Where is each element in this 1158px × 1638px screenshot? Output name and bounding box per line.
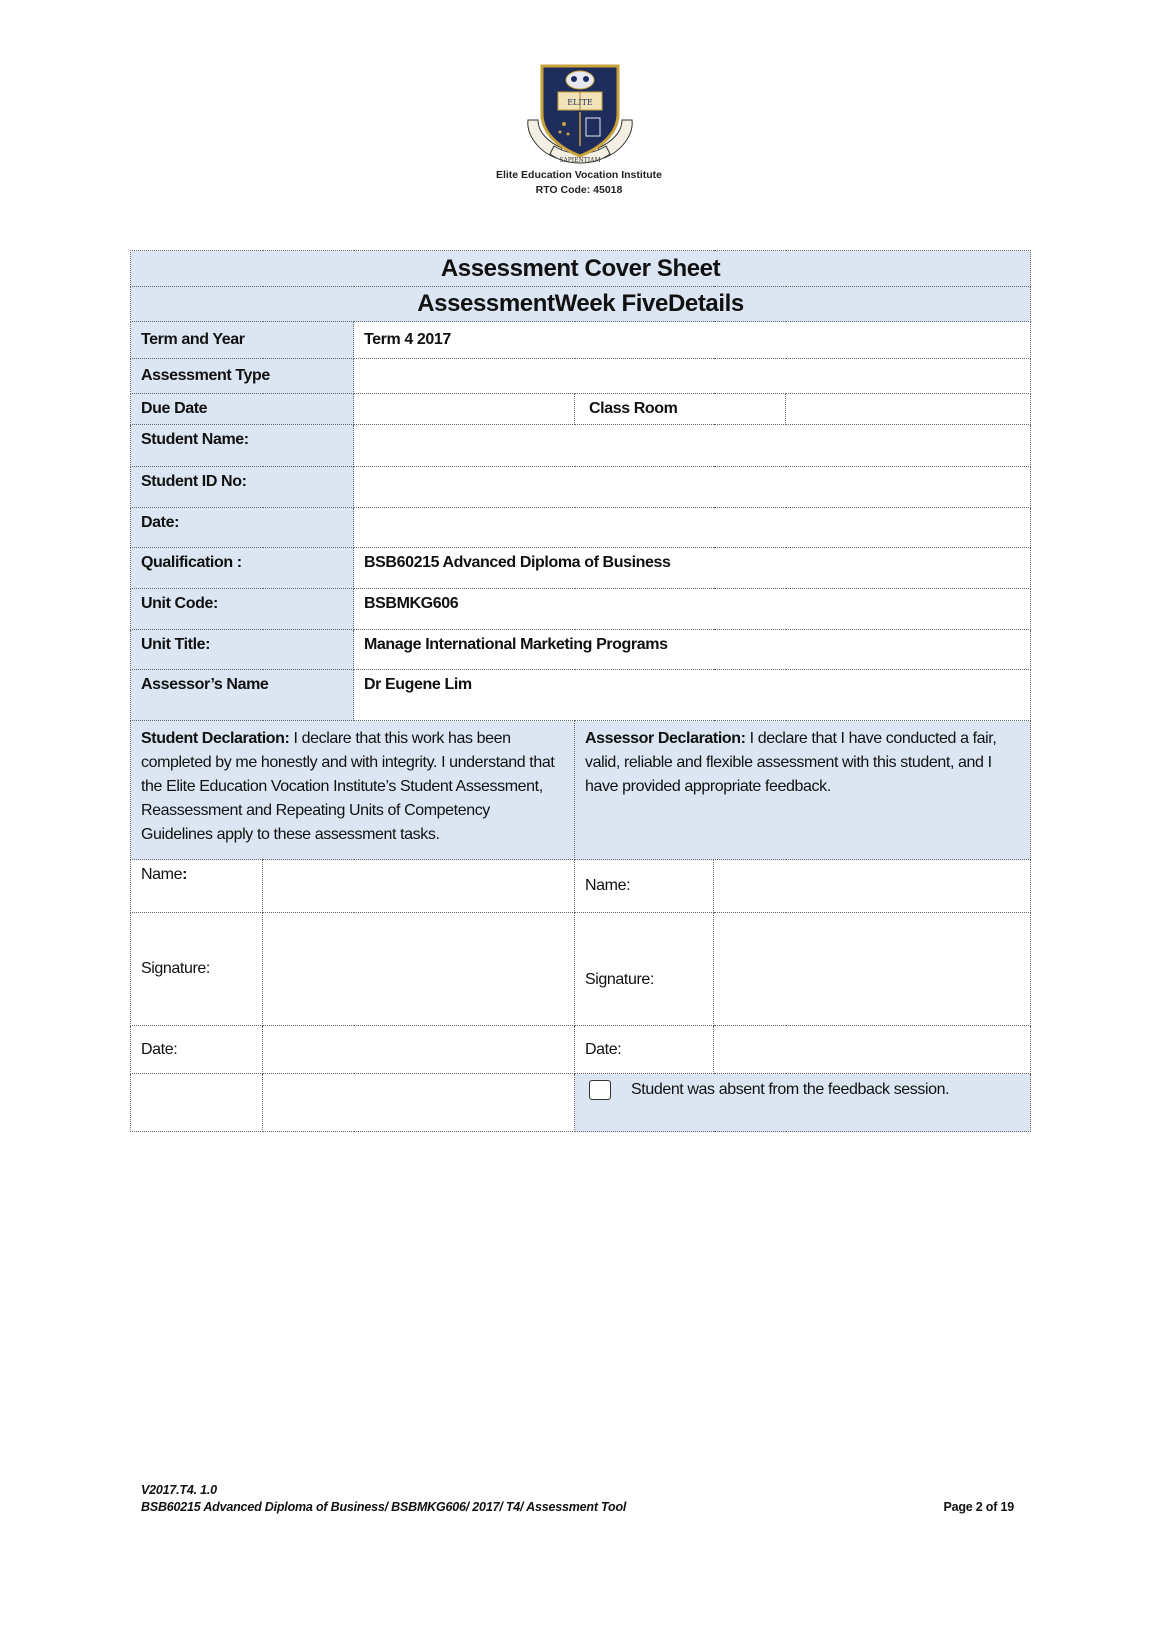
- term-year-label: Term and Year: [131, 322, 354, 359]
- class-room-label: Class Room: [575, 394, 786, 425]
- assessment-type-field[interactable]: [354, 359, 1031, 394]
- assessor-name-sign-field[interactable]: [714, 860, 1031, 913]
- student-declaration-heading: Student Declaration:: [141, 730, 290, 747]
- assessor-sign-date-field[interactable]: [714, 1026, 1031, 1074]
- institute-crest-logo: [522, 62, 638, 174]
- student-name-label: Student Name:: [131, 425, 354, 467]
- term-year-value[interactable]: Term 4 2017: [354, 322, 1031, 359]
- student-name-field[interactable]: [354, 425, 1031, 467]
- student-sign-date-field[interactable]: [263, 1026, 575, 1074]
- qualification-label: Qualification :: [131, 548, 354, 589]
- qualification-value: BSB60215 Advanced Diploma of Business: [354, 548, 1031, 589]
- student-name-sign-field[interactable]: [263, 860, 575, 913]
- assessor-name-sign-label: Name:: [575, 860, 714, 913]
- assessor-declaration-heading: Assessor Declaration:: [585, 730, 746, 747]
- assessor-declaration: [575, 721, 1031, 860]
- assessor-declaration-text: I declare that I have conducted a fair, valid, reliable and flexible assessment with this student, and I have provided appropriate feedback.: [585, 730, 997, 795]
- student-signature-label: Signature:: [131, 913, 263, 1026]
- unit-title-label: Unit Title:: [131, 630, 354, 670]
- assessment-cover-sheet: [130, 250, 1031, 1132]
- absent-feedback-row: [575, 1074, 1031, 1132]
- class-room-field[interactable]: [786, 394, 1031, 425]
- unit-code-value: BSBMKG606: [354, 589, 1031, 630]
- assessor-name-value: Dr Eugene Lim: [354, 670, 1031, 721]
- sheet-subtitle: AssessmentWeek FiveDetails: [131, 287, 1031, 322]
- unit-title-value: Manage International Marketing Programs: [354, 630, 1031, 670]
- assessor-sign-date-label: Date:: [575, 1026, 714, 1074]
- unit-code-label: Unit Code:: [131, 589, 354, 630]
- student-id-label: Student ID No:: [131, 467, 354, 508]
- assessment-type-label: Assessment Type: [131, 359, 354, 394]
- student-declaration-text: I declare that this work has been completed by me honestly and with integrity. I understand that the Elite Education Vocation Institute’s Student Assessment, Reassessment and Repeating Units of Competency Guidelines apply to these assessment tasks.: [141, 730, 555, 843]
- student-sign-date-label: Date:: [131, 1026, 263, 1074]
- assessor-name-label: Assessor’s Name: [131, 670, 354, 721]
- date-label: Date:: [131, 508, 354, 548]
- svg-text:ELITE: ELITE: [567, 98, 593, 107]
- assessor-signature-field[interactable]: [714, 913, 1031, 1026]
- absent-feedback-text: Student was absent from the feedback session.: [631, 1081, 950, 1099]
- footer-version: V2017.T4. 1.0: [141, 1483, 217, 1497]
- empty-cell: [131, 1074, 263, 1132]
- svg-text:SAPIENTIAM: SAPIENTIAM: [559, 157, 601, 164]
- institute-name: Elite Education Vocation Institute: [495, 169, 663, 181]
- student-signature-field[interactable]: [263, 913, 575, 1026]
- absent-checkbox[interactable]: [589, 1080, 611, 1100]
- student-declaration: [131, 721, 575, 860]
- sheet-title: Assessment Cover Sheet: [131, 251, 1031, 287]
- assessor-signature-label: Signature:: [575, 913, 714, 1026]
- empty-cell: [263, 1074, 575, 1132]
- rto-code: RTO Code: 45018: [535, 184, 623, 196]
- footer-doc-ref: BSB60215 Advanced Diploma of Business/ BSBMKG606/ 2017/ T4/ Assessment Tool: [141, 1500, 627, 1514]
- date-field[interactable]: [354, 508, 1031, 548]
- due-date-field[interactable]: [354, 394, 575, 425]
- due-date-label: Due Date: [131, 394, 354, 425]
- page-number: Page 2 of 19: [943, 1500, 1014, 1514]
- student-id-field[interactable]: [354, 467, 1031, 508]
- student-name-sign-label: Name:: [131, 860, 263, 913]
